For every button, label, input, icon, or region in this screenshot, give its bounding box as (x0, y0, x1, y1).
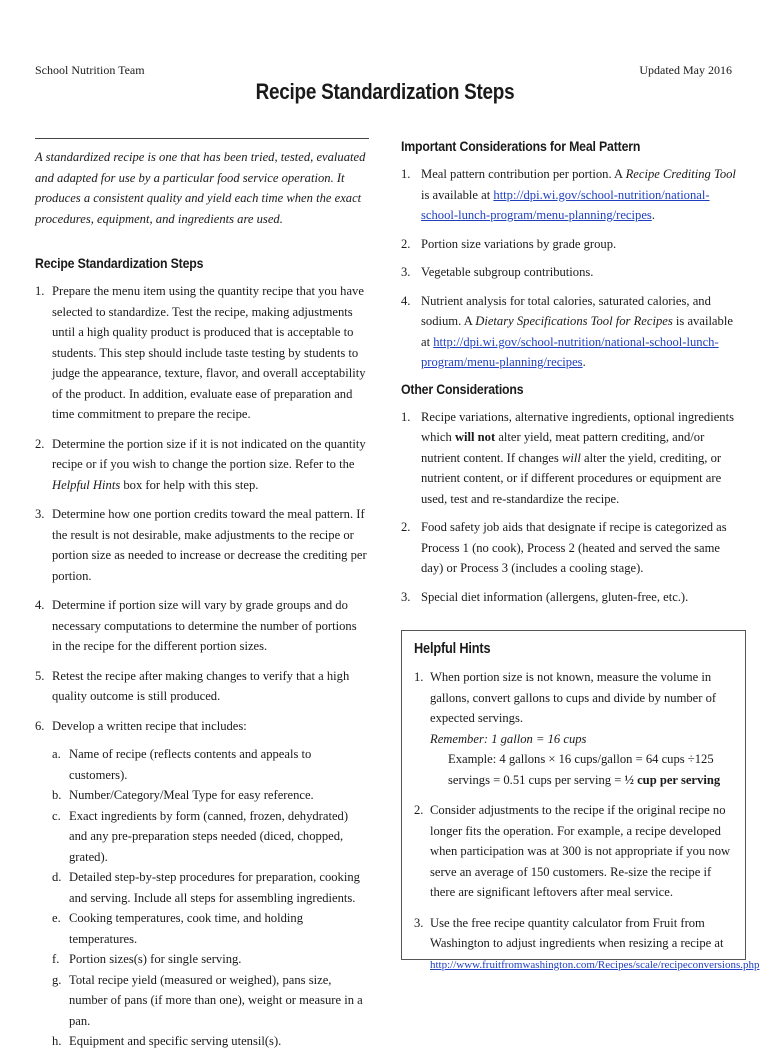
steps-list (35, 281, 369, 1052)
list-item: 4. Nutrient analysis for total calories, saturated calories, and sodium. A Dietary Specifications Tool for Recipes is available at http://dpi.wi.gov/school-nutrition/national-school-lunch-program/menu-planning/recipes. (401, 293, 733, 369)
divider (35, 138, 369, 139)
right-column (401, 138, 745, 615)
meal-pattern-heading: Important Considerations for Meal Pattern (401, 138, 641, 154)
recipe-calculator-link[interactable]: http://www.fruitfromwashington.com/Recipes/scale/recipeconversions.php (430, 958, 760, 971)
list-item: 1. When portion size is not known, measure the volume in gallons, convert gallons to cups and divide by number of expected servings. Remember: 1 gallon = 16 cups Example: 4 gallons × 16 cups/gallon = 64 cups ÷125 servings = 0.51 cups per serving = ½ cup per serving (414, 667, 737, 790)
header-updated: Updated May 2016 (639, 63, 732, 77)
recipe-crediting-link[interactable]: http://dpi.wi.gov/school-nutrition/national-school-lunch-program/menu-planning/recipes (421, 187, 710, 222)
sub-list (52, 744, 369, 1052)
sub-list-item: h. Equipment and specific serving utensil(s). (52, 1034, 282, 1048)
meal-pattern-list (401, 164, 745, 373)
hints-list (414, 667, 760, 975)
dietary-specs-link[interactable]: http://dpi.wi.gov/school-nutrition/national-school-lunch-program/menu-planning/recipes (421, 334, 719, 369)
hints-heading: Helpful Hints (414, 641, 491, 657)
list-item: 2. Determine the portion size if it is not indicated on the quantity recipe or if you wish to change the portion size. Refer to the Helpful Hints box for help with this step. (35, 436, 366, 492)
steps-heading: Recipe Standardization Steps (35, 255, 204, 271)
other-heading: Other Considerations (401, 380, 524, 397)
list-item: 2. Food safety job aids that designate if recipe is categorized as Process 1 (no cook), Process 2 (heated and served the same day) or Process 3 (includes a cooling stage). (401, 520, 727, 575)
intro-paragraph: A standardized recipe is one that has been tried, tested, evaluated and adapted for use by a particular food service operation. It produces a consistent quality and yield each time when the exact procedures, equipment, and ingredients are used. (35, 150, 366, 226)
list-item: 3. Determine how one portion credits toward the meal pattern. If the result is not desirable, make adjustments to the recipe or portion size as needed to increase or decrease the crediting per portion. (35, 507, 367, 583)
list-item: 3. Use the free recipe quantity calculator from Fruit from Washington to adjust ingredients when resizing a recipe at http://www.fruitfromwashington.com/Recipes/scale/recipeconversions.php (414, 915, 760, 971)
list-item: 5. Retest the recipe after making changes to verify that a high quality outcome is still produced. (35, 668, 350, 703)
list-item: 1. Prepare the menu item using the quantity recipe that you have selected to standardize. Test the recipe, making adjustments until a high quality product is produced that is acceptable to students. This step should include taste testing by students to judge the appearance, texture, flavor, and overall acceptability of the product. In addition, evaluate ease of preparation and time commitment to prepare the recipe. (35, 284, 366, 421)
list-item: 2. Portion size variations by grade group. (401, 236, 617, 251)
other-list (401, 407, 745, 608)
helpful-hints-box (401, 630, 760, 971)
sub-list-item: c. Exact ingredients by form (canned, frozen, dehydrated) and any pre-preparation steps needed (diced, chopped, grated). (52, 808, 349, 864)
left-column (35, 138, 369, 1061)
list-item: 2. Consider adjustments to the recipe if the original recipe no longer fits the operation. For example, a recipe developed when participation was at 300 is not appropriate if you now serve an average of 150 customers. Re-size the recipe if there are significant leftovers after meal service. (414, 803, 731, 899)
sub-list-item: a. Name of recipe (reflects contents and appeals to customers). (52, 747, 312, 782)
sub-list-item: f. Portion sizes(s) for single serving. (52, 952, 242, 966)
sub-list-item: g. Total recipe yield (measured or weighed), pans size, number of pans (if more than one), weight or measure in a pan. (52, 972, 363, 1028)
list-item: 4. Determine if portion size will vary by grade groups and do necessary computations to determine the number of portions in the recipe for the different portion sizes. (35, 598, 357, 653)
sub-list-item: b. Number/Category/Meal Type for easy reference. (52, 788, 314, 802)
list-item: 1. Meal pattern contribution per portion. A Recipe Crediting Tool is available at http://dpi.wi.gov/school-nutrition/national-school-lunch-program/menu-planning/recipes. (401, 167, 736, 222)
list-item: 6. Develop a written recipe that includes: a. Name of recipe (reflects contents and appeals to customers). b. Number/Category/Meal Type for easy reference. c. Exact ingredients by form (canned, frozen, dehydrated) and any pre-preparation steps needed (diced, chopped, grated). d. Detailed step-by-step procedures for preparation, cooking and serving. Include all steps for assembling ingredients. e. Cooking temperatures, cook time, and holding temperatures. f. Portion sizes(s) for single serving. g. Total recipe yield (measured or weighed), pans size, number of pans (if more than one), weight or measure in a pan. h. Equipment and specific serving utensil(s). (35, 716, 369, 1052)
list-item: 3. Vegetable subgroup contributions. (401, 265, 594, 279)
remember-note: Remember: 1 gallon = 16 cups (430, 731, 587, 746)
list-item: 1. Recipe variations, alternative ingredients, optional ingredients which will not alter yield, meat pattern crediting, and/or nutrient content. If changes will alter the yield, crediting, or nutrient content, or if different procedures or equipment are used, test and re-standardize the recipe. (401, 409, 734, 506)
sub-list-item: e. Cooking temperatures, cook time, and holding temperatures. (52, 911, 303, 946)
page-title: Recipe Standardization Steps (255, 79, 515, 104)
sub-list-item: d. Detailed step-by-step procedures for preparation, cooking and serving. Include all steps for assembling ingredients. (52, 870, 360, 905)
example-calc: Example: 4 gallons × 16 cups/gallon = 64 cups ÷125 servings = 0.51 cups per serving = ½ cup per serving (448, 752, 721, 787)
header-team: School Nutrition Team (35, 63, 145, 77)
list-item: 3. Special diet information (allergens, gluten-free, etc.). (401, 589, 689, 604)
